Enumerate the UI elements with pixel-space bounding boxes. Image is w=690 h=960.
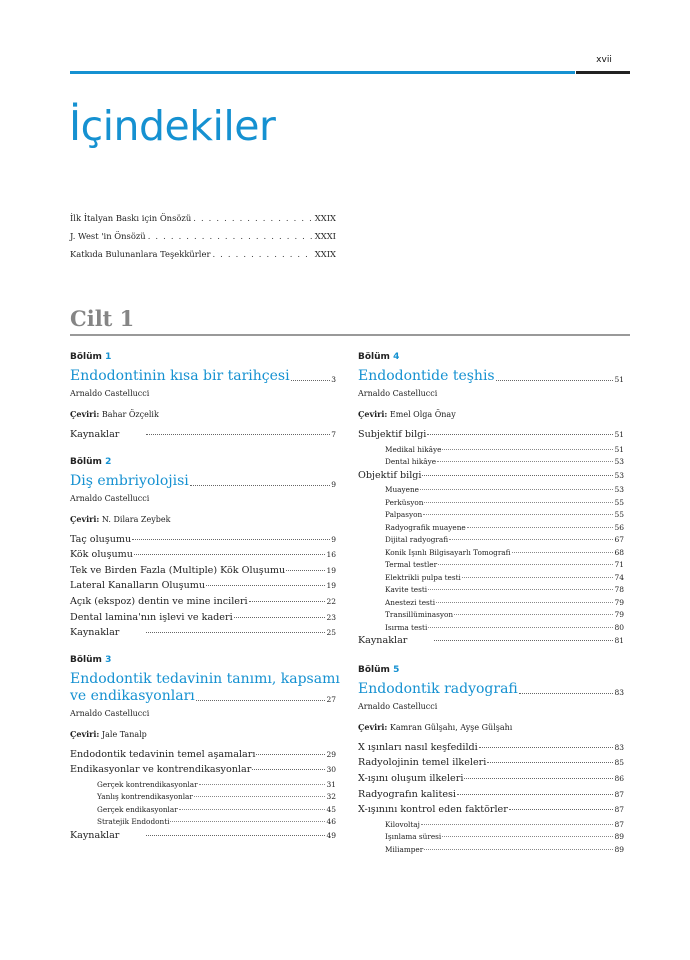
chapter-author: Arnaldo Castellucci [358,701,438,711]
translation-label: Çeviri: [70,409,100,419]
header-rule [70,71,575,74]
entry-page: 78 [614,585,624,595]
chapter-translator [70,409,336,419]
toc-subentry[interactable] [358,820,624,833]
chapter-translator [358,409,624,419]
front-matter-item[interactable] [70,249,336,267]
chapter-title-row[interactable] [358,368,624,385]
entry-label: Kaynaklar [358,635,408,647]
chapter-number: 5 [393,664,400,675]
dot-leader [420,489,613,490]
dot-leader [436,602,613,603]
entry-label: Dental hikâye [385,457,437,467]
toc-subentry[interactable] [358,523,624,536]
header-rule-accent [576,71,630,74]
entry-label: Tek ve Birden Fazla (Multiple) Kök Oluşumu [70,564,286,576]
dot-leader [234,617,326,618]
chapter-translator [70,729,336,739]
front-matter-page: XXXI [314,231,336,241]
entry-label: Stratejik Endodonti [97,817,170,827]
dot-leader [512,552,614,553]
chapter-title-line1: Endodontik tedavinin tanımı, kapsamı [70,670,340,687]
entry-label: Kilovoltaj [385,819,420,829]
dot-leader [146,835,325,836]
chapter-number: 4 [393,352,400,362]
entry-page: 56 [614,522,624,532]
entry-page: 89 [614,844,624,854]
toc-entry[interactable] [358,789,624,805]
entry-page: 31 [326,779,336,789]
front-matter-label: J. West 'in Önsözü [70,231,146,241]
entry-label: X-ışını oluşum ilkeleri [358,772,464,784]
dot-leader [442,836,613,837]
dot-leader [193,213,313,223]
entry-label: Anestezi testi [385,597,436,607]
translation-label: Çeviri: [358,721,388,732]
entry-label: Açık (ekspoz) dentin ve mine incileri [70,595,248,607]
entry-page: 53 [614,457,624,467]
entry-label: Kaynaklar [70,429,120,440]
translation-label: Çeviri: [70,728,100,739]
entry-label: Endikasyonlar ve kontrendikasyonlar [70,764,252,776]
chapter-word: Bölüm [70,654,102,665]
entry-label: Radyolojinin temel ilkeleri [358,757,487,769]
chapter-title-row[interactable] [70,670,340,705]
front-matter-label: İlk İtalyan Baskı için Önsözü [70,213,192,223]
entry-label: Konik Işınlı Bilgisayarlı Tomografi [385,547,511,557]
entry-page: 23 [326,612,336,622]
toc-entry[interactable] [70,749,336,765]
dot-leader [206,585,325,586]
chapter-word: Bölüm [358,352,390,362]
translator-name: Jale Tanalp [101,729,147,739]
chapter-title: Endodontide teşhis [358,368,495,384]
chapter-translator [70,514,336,524]
entry-label: Perküsyon [385,497,424,507]
entry-label: Taç oluşumu [70,533,132,545]
chapter-label [358,352,624,362]
chapter-page: 3 [331,375,336,384]
chapter-label [70,655,336,665]
chapter-word: Bölüm [358,664,390,675]
entry-label: Gerçek kontrendikasyonlar [97,779,198,789]
toc-entry[interactable] [358,804,624,820]
toc-subentry[interactable] [358,548,624,561]
entry-page: 16 [326,550,336,560]
entry-page: 51 [614,444,624,454]
toc-entry[interactable] [70,580,336,596]
entry-page: 30 [326,765,336,775]
front-matter-list [70,213,336,267]
entry-page: 53 [614,485,624,495]
dot-leader [212,249,312,259]
entry-label: Medikal hikâye [385,444,442,454]
dot-leader [509,809,614,810]
entry-page: 53 [614,470,624,480]
volume-heading: Cilt 1 [70,306,135,331]
entry-page: 9 [331,534,336,544]
toc-subentry[interactable] [358,598,624,611]
chapter-number: 1 [105,352,112,362]
entry-page: 87 [614,789,624,799]
chapter-block [70,457,336,643]
toc-entry[interactable] [70,534,336,550]
entry-label: Palpasyon [385,510,423,520]
chapter-word: Bölüm [70,352,102,362]
dot-leader [199,784,326,785]
chapter-translator [358,722,624,732]
page-number: xvii [596,55,612,65]
entry-page: 55 [614,497,624,507]
toc-subentry[interactable] [70,817,336,830]
entry-page: 49 [326,830,336,840]
front-matter-item[interactable] [70,213,336,231]
chapter-label [70,457,336,467]
toc-entry[interactable] [70,830,336,846]
entry-label: Kaynaklar [70,829,120,841]
front-matter-label: Katkıda Bulunanlara Teşekkürler [70,249,211,259]
toc-entry[interactable] [358,429,624,445]
entry-page: 80 [614,622,624,632]
dot-leader [434,640,613,641]
translator-name: Kamran Gülşahı, Ayşe Gülşahı [389,722,513,732]
dot-leader [423,514,613,515]
toc-subentry[interactable] [358,445,624,458]
toc-subentry[interactable] [358,832,624,845]
toc-entry[interactable] [70,764,336,780]
entry-label: Radyografik muayene [385,522,466,532]
entry-label: Lateral Kanalların Oluşumu [70,580,206,592]
entry-label: Işınlama süresi [385,832,442,842]
translator-name: N. Dilara Zeybek [101,514,171,524]
toc-entry[interactable] [70,549,336,565]
chapter-author: Arnaldo Castellucci [70,493,150,503]
entry-label: Radyografın kalitesi [358,788,456,800]
entry-label: Muayene [385,485,419,495]
chapter-title: Endodontik radyografi [358,680,518,697]
toc-subentry[interactable] [70,780,336,793]
dot-leader [487,762,613,763]
toc-entry[interactable] [70,565,336,581]
toc-entry[interactable] [70,429,336,445]
chapter-author: Arnaldo Castellucci [70,389,150,398]
chapter-word: Bölüm [70,456,102,467]
entry-label: Yanlış kontrendikasyonlar [97,792,193,802]
entry-label: Dijital radyografi [385,535,449,545]
dot-leader [467,527,614,528]
chapter-author: Arnaldo Castellucci [358,389,438,398]
entry-label: Dental lamina'nın işlevi ve kaderi [70,611,233,623]
toc-column-right [358,352,624,857]
entry-page: 71 [614,560,624,570]
entry-page: 79 [614,597,624,607]
dot-leader [496,379,614,381]
toc-subentry[interactable] [358,845,624,858]
entry-label: Subjektif bilgi [358,429,427,440]
entry-label: Kök oluşumu [70,549,133,561]
entry-page: 19 [326,565,336,575]
toc-entry[interactable] [358,773,624,789]
dot-leader [286,570,325,571]
front-matter-page: XXIX [314,213,336,223]
dot-leader [194,796,326,797]
dot-leader [190,484,330,486]
entry-label: Gerçek endikasyonlar [97,804,178,814]
dot-leader [148,231,313,241]
chapter-block [70,654,340,846]
dot-leader [146,434,330,435]
toc-subentry[interactable] [358,585,624,598]
entry-label: Endodontik tedavinin temel aşamaları [70,748,256,760]
front-matter-page: XXIX [314,249,336,259]
dot-leader [437,461,613,462]
chapter-title: Endodontinin kısa bir tarihçesi [70,368,290,384]
dot-leader [428,589,613,590]
toc-subentry[interactable] [358,498,624,511]
dot-leader [449,539,613,540]
entry-label: Kaynaklar [70,627,120,639]
dot-leader [146,632,325,633]
toc-entry[interactable] [358,742,624,758]
entry-page: 32 [326,792,336,802]
dot-leader [132,539,330,540]
entry-page: 25 [326,628,336,638]
chapter-title-line2: ve endikasyonları [70,687,195,704]
entry-page: 87 [614,819,624,829]
entry-label: X-ışınını kontrol eden faktörler [358,804,508,816]
entry-page: 74 [614,572,624,582]
entry-page: 29 [326,749,336,759]
chapter-page: 27 [326,694,336,704]
dot-leader [457,794,613,795]
toc-column-left [70,352,340,846]
toc-subentry[interactable] [70,805,336,818]
entry-label: X ışınları nasıl keşfedildi [358,741,478,753]
chapter-page: 83 [614,687,624,697]
toc-entry[interactable] [358,470,624,486]
page-title: İçindekiler [69,102,276,150]
entry-page: 81 [614,636,624,646]
chapter-title-row[interactable] [70,368,336,385]
dot-leader [442,449,613,450]
entry-label: Miliamper [385,844,424,854]
toc-subentry[interactable] [70,792,336,805]
translation-label: Çeviri: [70,513,100,524]
chapter-number: 2 [105,456,112,467]
dot-leader [256,754,325,755]
chapter-label [70,352,336,362]
chapter-page: 9 [331,479,336,489]
entry-page: 89 [614,832,624,842]
chapter-title-row[interactable] [70,473,336,490]
chapter-author: Arnaldo Castellucci [70,708,150,718]
translator-name: Emel Olga Önay [389,410,456,419]
chapter-block [358,352,624,651]
entry-page: 86 [614,773,624,783]
entry-page: 46 [326,817,336,827]
entry-page: 22 [326,596,336,606]
chapter-number: 3 [105,654,112,665]
toc-entry[interactable] [70,612,336,628]
dot-leader [291,379,331,381]
entry-label: Elektrikli pulpa testi [385,572,461,582]
dot-leader [421,824,614,825]
toc-subentry[interactable] [358,560,624,573]
dot-leader [438,564,613,565]
entry-label: Transillüminasyon [385,610,454,620]
toc-subentry[interactable] [358,485,624,498]
dot-leader [134,554,326,555]
dot-leader [252,769,325,770]
dot-leader [179,809,326,810]
dot-leader [196,699,326,701]
entry-page: 45 [326,804,336,814]
dot-leader [424,849,613,850]
translator-name: Bahar Özçelik [101,410,159,419]
chapter-page: 51 [614,375,624,384]
entry-page: 87 [614,805,624,815]
toc-subentry[interactable] [358,610,624,623]
dot-leader [462,577,614,578]
chapter-block [70,352,336,445]
dot-leader [170,821,325,822]
entry-page: 19 [326,581,336,591]
chapter-block [358,665,624,857]
translation-label: Çeviri: [358,409,388,419]
entry-label: Termal testler [385,560,438,570]
toc-subentry[interactable] [358,573,624,586]
chapter-label [358,665,624,675]
entry-page: 67 [614,535,624,545]
toc-subentry[interactable] [358,457,624,470]
entry-label: Objektif bilgi [358,469,422,481]
entry-page: 68 [614,547,624,557]
dot-leader [422,475,613,476]
volume-rule [70,334,630,336]
toc-entry[interactable] [358,635,624,651]
dot-leader [424,502,613,503]
toc-subentry[interactable] [358,623,624,636]
entry-page: 79 [614,610,624,620]
dot-leader [464,778,613,779]
chapter-title: Diş embriyolojisi [70,472,189,489]
front-matter-item[interactable] [70,231,336,249]
dot-leader [249,601,326,602]
entry-label: Isırma testi [385,622,428,632]
dot-leader [428,627,613,628]
entry-page: 83 [614,742,624,752]
entry-page: 85 [614,758,624,768]
chapter-title-row[interactable] [358,681,624,698]
dot-leader [479,747,614,748]
dot-leader [519,692,614,694]
entry-page: 7 [331,430,336,439]
toc-entry[interactable] [70,596,336,612]
entry-label: Kavite testi [385,585,428,595]
toc-entry[interactable] [358,757,624,773]
dot-leader [427,434,613,435]
entry-page: 55 [614,510,624,520]
toc-subentry[interactable] [358,535,624,548]
toc-subentry[interactable] [358,510,624,523]
toc-entry[interactable] [70,627,336,643]
entry-page: 51 [614,430,624,439]
dot-leader [454,614,613,615]
